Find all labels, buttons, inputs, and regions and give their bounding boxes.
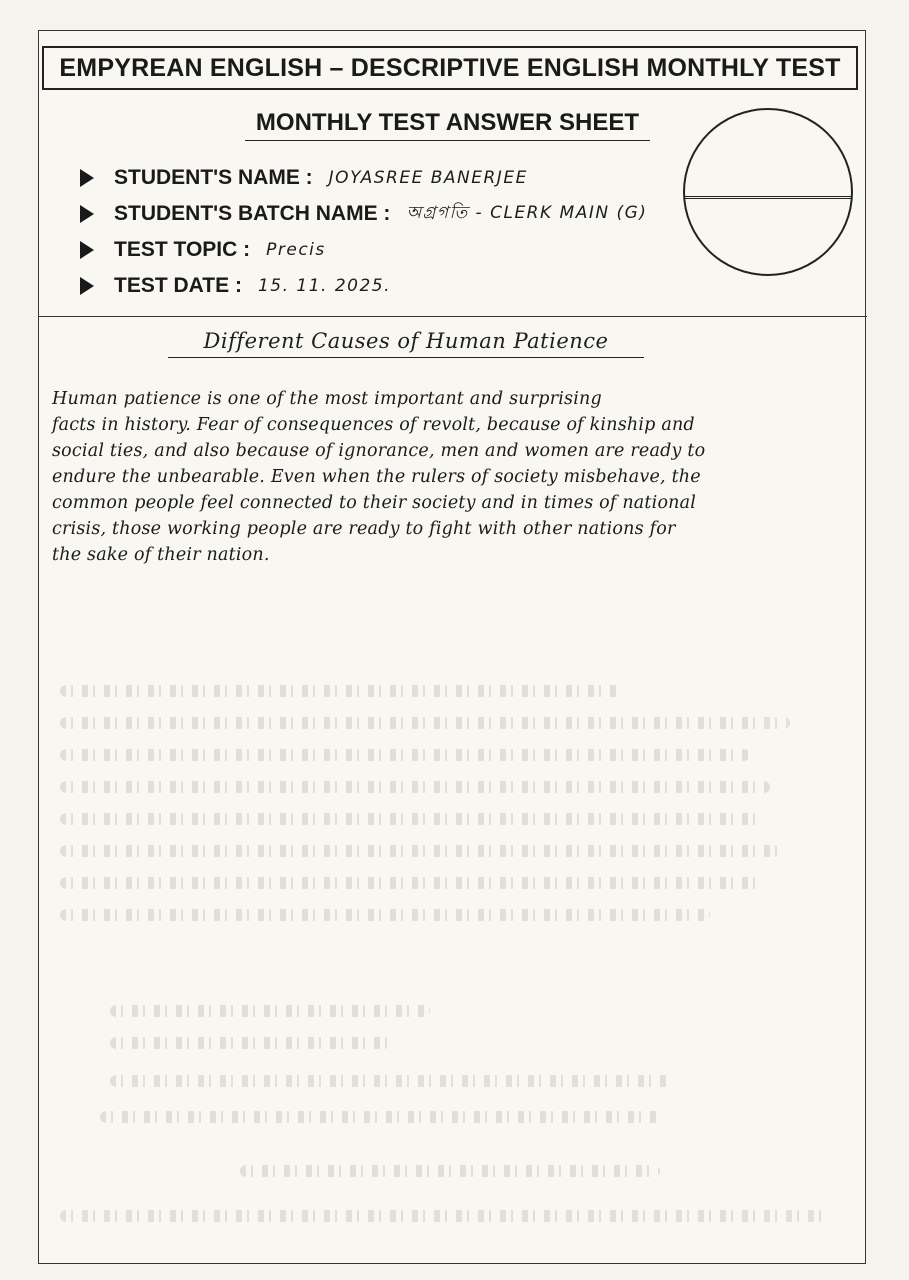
test-date-field xyxy=(80,268,647,304)
essay-title: Different Causes of Human Patience xyxy=(168,329,644,358)
batch-name-value: অগ্রগতি - CLERK MAIN (G) xyxy=(406,203,648,223)
test-topic-field xyxy=(80,232,647,268)
field-label: STUDENT'S BATCH NAME : xyxy=(114,202,391,225)
answer-sheet-heading: MONTHLY TEST ANSWER SHEET xyxy=(245,106,650,141)
student-name-field xyxy=(80,160,647,196)
essay-line: the sake of their nation. xyxy=(52,545,270,565)
field-label: STUDENT'S NAME : xyxy=(114,166,313,189)
arrow-bullet-icon xyxy=(80,169,94,187)
essay-line: facts in history. Fear of consequences of revolt, because of kinship and xyxy=(52,415,695,435)
student-info xyxy=(80,160,647,304)
arrow-bullet-icon xyxy=(80,241,94,259)
essay-line: crisis, those working people are ready to fight with other nations for xyxy=(52,519,676,539)
header-divider xyxy=(38,316,867,317)
arrow-bullet-icon xyxy=(80,277,94,295)
test-title: EMPYREAN ENGLISH – DESCRIPTIVE ENGLISH MONTHLY TEST xyxy=(42,46,858,90)
marks-circle xyxy=(683,108,853,276)
essay-line: common people feel connected to their society and in times of national xyxy=(52,493,697,513)
field-label: TEST TOPIC : xyxy=(114,238,251,261)
test-topic-value: Precis xyxy=(266,240,326,260)
essay-body xyxy=(52,386,852,568)
field-label: TEST DATE : xyxy=(114,274,242,297)
essay-line: endure the unbearable. Even when the rulers of society misbehave, the xyxy=(52,467,701,487)
student-name-value: JOYASREE BANERJEE xyxy=(328,168,528,188)
batch-name-field xyxy=(80,196,647,232)
test-date-value: 15. 11. 2025. xyxy=(257,276,391,296)
marks-divider xyxy=(685,196,851,199)
essay-line: social ties, and also because of ignorance, men and women are ready to xyxy=(52,441,706,461)
arrow-bullet-icon xyxy=(80,205,94,223)
essay-line: Human patience is one of the most important and surprising xyxy=(52,389,602,409)
